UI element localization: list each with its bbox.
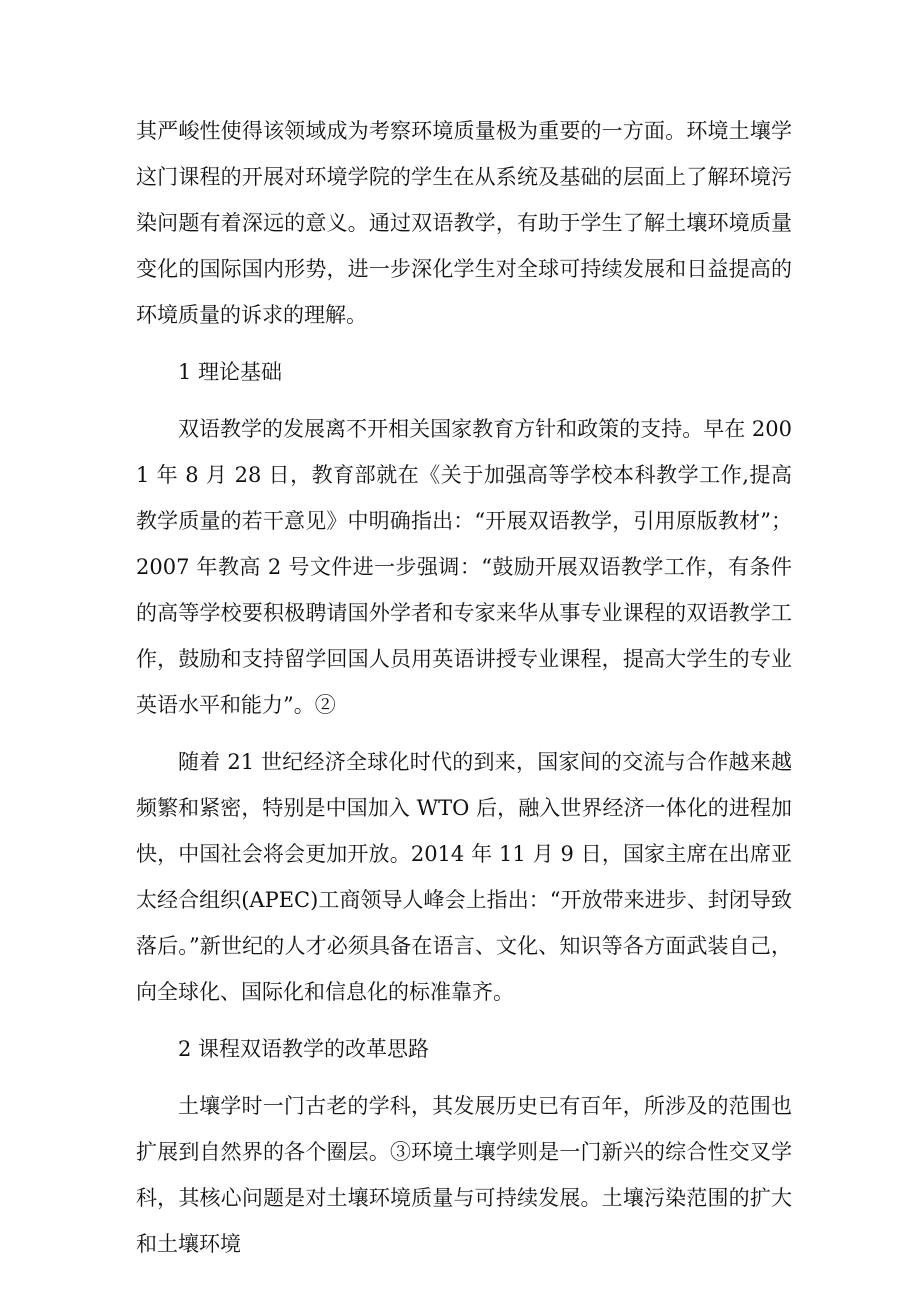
section-heading-2: 2 课程双语教学的改革思路 — [178, 1037, 430, 1061]
document-body — [136, 108, 792, 1278]
paragraph-section-2-1: 土壤学时一门古老的学科，其发展历史已有百年，所涉及的范围也扩展到自然界的各个圈层。③环境土壤学则是一门新兴的综合性交叉学科，其核心问题是对土壤环境质量与可持续发展。土壤污染范围的扩大和土壤环境 — [136, 1094, 792, 1256]
paragraph-intro-continuation: 其严峻性使得该领域成为考察环境质量极为重要的一方面。环境土壤学这门课程的开展对环境学院的学生在从系统及基础的层面上了解环境污染问题有着深远的意义。通过双语教学，有助于学生了解土壤环境质量变化的国际国内形势，进一步深化学生对全球可持续发展和日益提高的环境质量的诉求的理解。 — [136, 119, 792, 327]
section-heading-1: 1 理论基础 — [178, 360, 283, 384]
paragraph-section-1-2: 随着 21 世纪经济全球化时代的到来，国家间的交流与合作越来越频繁和紧密，特别是中国加入 WTO 后，融入世界经济一体化的进程加快，中国社会将会更加开放。2014 年 11 月 9 日，国家主席在出席亚太经合组织(APEC)工商领导人峰会上指出：“开放带来进步、封闭导致落后。”新世纪的人才必须具备在语言、文化、知识等各方面武装自己，向全球化、国际化和信息化的标准靠齐。 — [136, 750, 792, 1004]
paragraph-section-1-1: 双语教学的发展离不开相关国家教育方针和政策的支持。早在 2001 年 8 月 28 日，教育部就在《关于加强高等学校本科教学工作,提高教学质量的若干意见》中明确指出：“开展双语教学，引用原版教材”；2007 年教高 2 号文件进一步强调：“鼓励开展双语教学工作，有条件的高等学校要积极聘请国外学者和专家来华从事专业课程的双语教学工作，鼓励和支持留学回国人员用英语讲授专业课程，提高大学生的专业英语水平和能力”。② — [136, 417, 792, 717]
